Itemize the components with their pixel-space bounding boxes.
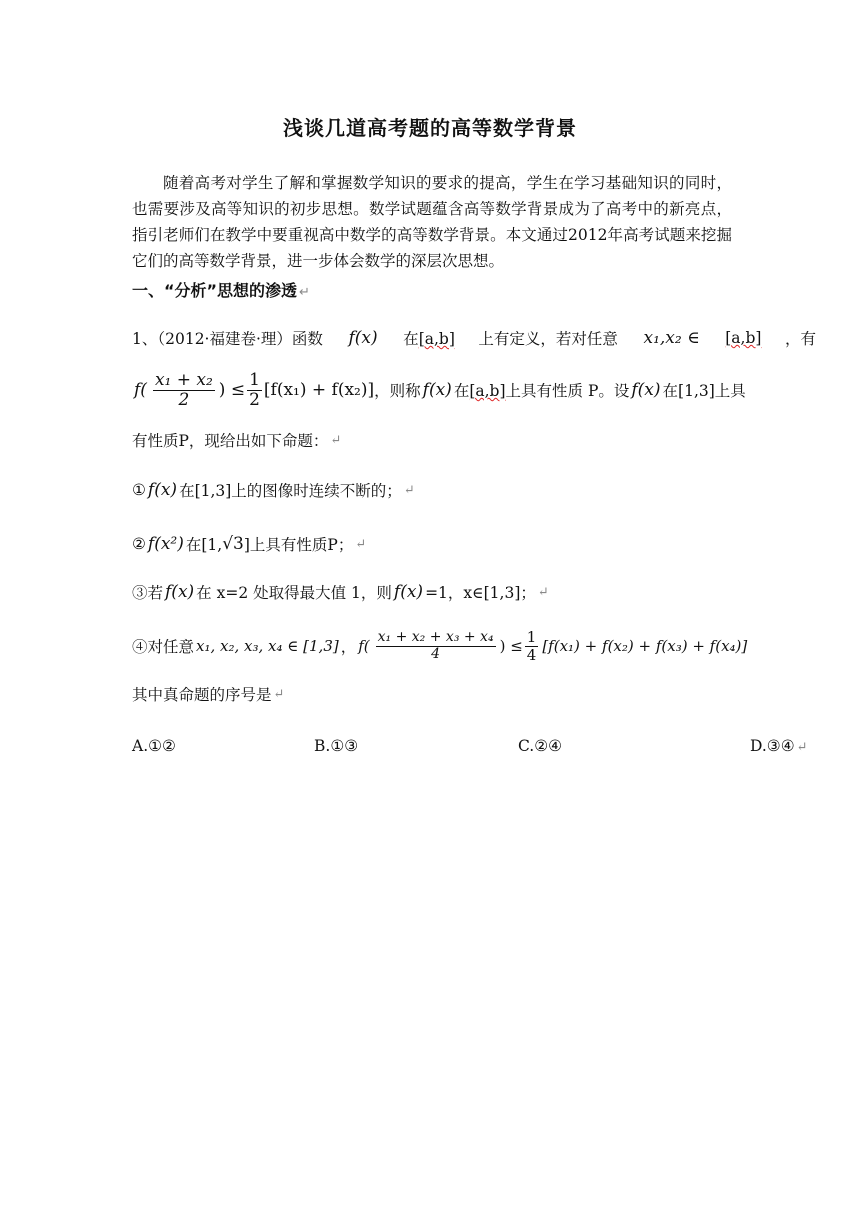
paragraph-mark-icon: ↵: [403, 482, 415, 498]
s2-text-a: 在[1,: [185, 536, 223, 554]
math-sqrt3: √3: [222, 534, 244, 554]
q-line2-prop: 上具有性质 P。设: [505, 382, 630, 400]
math-rhs4: [f(x₁) + f(x₂) + f(x₃) + f(x₄)]: [542, 637, 748, 655]
q-line1-end: ，有: [784, 330, 816, 348]
fraction-half-den: 2: [249, 389, 260, 410]
option-b: B.①③: [314, 737, 359, 755]
paragraph-mark-icon: ↵: [273, 686, 285, 702]
q-line1-mid: 上有定义，若对任意: [478, 330, 618, 348]
math-le: ) ≤: [218, 380, 246, 400]
fraction-half-num: 1: [249, 369, 260, 390]
option-c: C.②④: [518, 737, 563, 755]
math-rhs2: [f(x₁) + f(x₂)]: [263, 380, 375, 400]
q-line2-end: 在[1,3]上具: [662, 382, 746, 400]
question-line-1: [132, 318, 816, 358]
math-fx-s1: f(x): [147, 480, 178, 500]
q-line1-prefix: 1、（2012·福建卷·理）函数: [132, 330, 323, 348]
options-row: [132, 726, 816, 766]
math-le-4: ) ≤: [499, 637, 523, 655]
math-x1x2: x₁,x₂ ∈: [643, 328, 700, 348]
s1-num: ①: [132, 481, 146, 499]
s2-num: ②: [132, 535, 146, 553]
math-fx-s3a: f(x): [165, 582, 195, 602]
math-fx-2: f(x): [422, 380, 452, 400]
math-fx2: f(x²): [147, 534, 184, 554]
math-fx-3: f(x): [631, 380, 661, 400]
s1-text: 在[1,3]上的图像时连续不断的；: [179, 482, 402, 500]
fraction-quarter-num: 1: [526, 628, 537, 646]
q-line1-in: 在[a,b]: [403, 330, 455, 348]
s4-comma: ，: [340, 638, 357, 656]
fraction-numerator-4: x₁ + x₂ + x₃ + x₄: [377, 629, 494, 646]
ask-text: 其中真命题的序号是: [132, 686, 272, 704]
question-ask: [132, 674, 816, 714]
q-line3: 有性质P，现给出如下命题：: [132, 432, 329, 450]
paragraph-mark-icon: ↵: [796, 740, 808, 755]
intro-paragraph: [132, 170, 732, 274]
math-fx-s3b: f(x): [393, 582, 424, 602]
s3-mid: 在 x=2 处取得最大值 1，则: [196, 584, 392, 602]
interval-ab-3: [a,b]: [469, 382, 506, 400]
s3-end: =1，x∈[1,3]；: [425, 584, 536, 602]
s2-text-b: ]上具有性质P；: [243, 536, 354, 554]
paragraph-mark-icon: ↵: [330, 432, 342, 448]
statement-2: [132, 524, 816, 564]
fraction-half: [247, 371, 262, 409]
q-line2-in: 在[a,b]: [453, 382, 506, 400]
s3-prefix: ③若: [132, 584, 164, 602]
statement-4: [132, 622, 816, 670]
section-heading: [132, 278, 310, 301]
math-set-4: x₁, x₂, x₃, x₄ ∈ [1,3]: [196, 637, 339, 655]
fraction-quarter-den: 4: [526, 645, 537, 664]
q-line2-then: ，则称: [374, 382, 421, 400]
math-lhs-f: f(: [134, 380, 147, 400]
section-title: 一、“分析”思想的渗透: [132, 281, 298, 300]
paragraph-mark-icon: ↵: [299, 285, 310, 300]
option-d-text: D.③④: [750, 737, 795, 755]
interval-ab-2: [a,b]: [725, 329, 762, 347]
math-fx: f(x): [348, 328, 378, 348]
document-title: 浅谈几道高考题的高等数学背景: [283, 116, 577, 140]
fraction-mean-4: [374, 630, 498, 662]
fraction-denominator: 2: [178, 389, 190, 410]
question-line-2: [132, 366, 816, 414]
intro-text: 随着高考对学生了解和掌握数学知识的要求的提高，学生在学习基础知识的同时，也需要涉及高等知识的初步思想。数学试题蕴含高等数学背景成为了高考中的新亮点，指引老师们在教学中要重视高中数学的高等数学背景。本文通过2012年高考试题来挖掘它们的高等数学背景，进一步体会数学的深层次思想。: [132, 174, 732, 270]
statement-3: [132, 572, 816, 612]
option-a: A.①②: [132, 737, 176, 755]
fraction-denominator-4: 4: [431, 645, 441, 662]
fraction-mean-2: [151, 371, 217, 409]
math-lhs-f-4: f(: [358, 637, 370, 655]
interval-ab: [a,b]: [418, 330, 455, 348]
fraction-numerator: x₁ + x₂: [154, 369, 213, 390]
question-line-3: [132, 420, 816, 460]
paragraph-mark-icon: ↵: [537, 584, 549, 600]
option-d: [750, 737, 808, 755]
fraction-quarter: [525, 629, 539, 663]
paragraph-mark-icon: ↵: [355, 536, 367, 552]
statement-1: [132, 470, 816, 510]
s4-prefix: ④对任意: [132, 638, 195, 656]
